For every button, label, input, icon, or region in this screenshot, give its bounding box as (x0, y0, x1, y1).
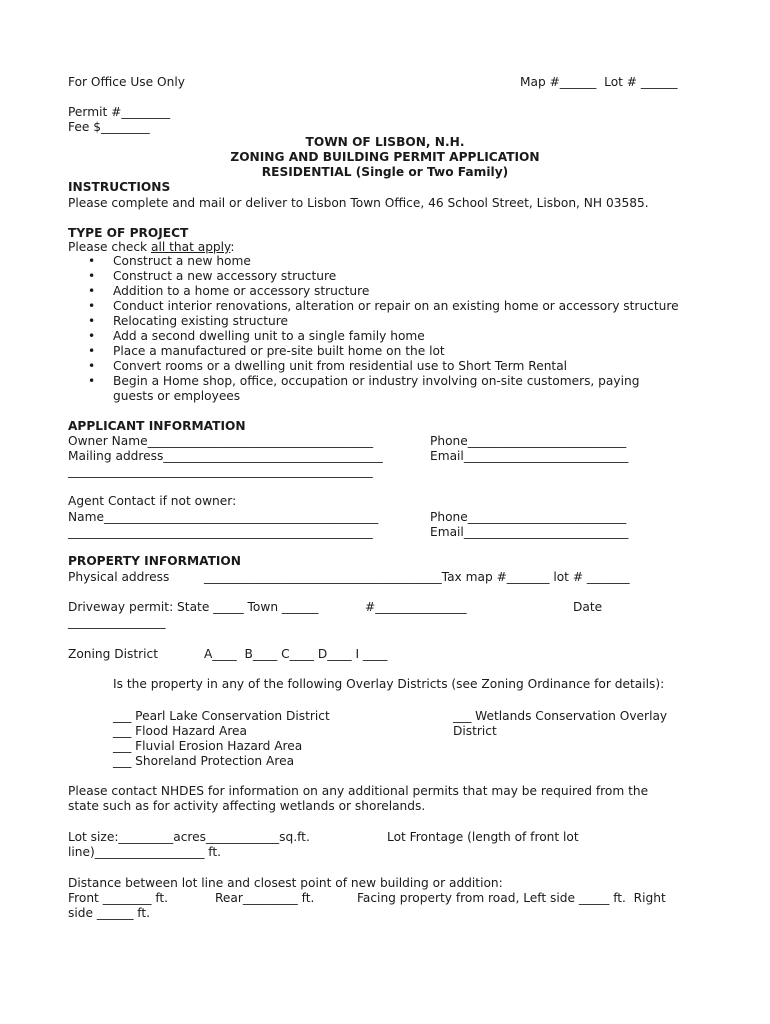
instructions-text: Please complete and mail or deliver to Lisbon Town Office, 46 School Street, Lisbon, NH 03585. (68, 196, 649, 210)
date-field[interactable]: ________________ (68, 615, 166, 629)
overlay-option[interactable]: ___ Shoreland Protection Area (113, 754, 295, 768)
nhdes-note-continued: state such as for activity affecting wetlands or shorelands. (68, 799, 426, 813)
zoning-district-label: Zoning District (68, 647, 159, 661)
project-option[interactable]: Begin a Home shop, office, occupation or industry involving on-site customers, paying (113, 374, 640, 388)
check-instruction (68, 240, 234, 255)
setback-distance-label: Distance between lot line and closest point of new building or addition: (68, 876, 503, 890)
check-instruction-underlined: all that apply (150, 240, 231, 254)
bullet-icon: • (88, 374, 96, 388)
town-title: TOWN OF LISBON, N.H. (305, 135, 465, 149)
project-option[interactable]: Add a second dwelling unit to a single family home (113, 329, 425, 343)
front-setback-field[interactable]: Front ________ ft. (68, 891, 169, 905)
agent-name-field[interactable]: Name_____________________________________________ (68, 510, 379, 524)
lot-frontage-field[interactable]: line)__________________ ft. (68, 845, 222, 859)
mailing-address-line2[interactable]: __________________________________________________ (68, 464, 373, 478)
bullet-icon: • (88, 314, 96, 328)
agent-contact-label: Agent Contact if not owner: (68, 494, 237, 508)
bullet-icon: • (88, 344, 96, 358)
fee-field[interactable]: Fee $________ (68, 120, 150, 134)
map-lot-field[interactable]: Map #______ Lot # ______ (520, 75, 678, 89)
mailing-address-field[interactable]: Mailing address____________________________________ (68, 449, 383, 463)
instructions-heading: INSTRUCTIONS (68, 180, 171, 194)
bullet-icon: • (88, 359, 96, 373)
owner-name-field[interactable]: Owner Name_____________________________________ (68, 434, 374, 448)
agent-name-line2[interactable]: __________________________________________________ (68, 525, 373, 539)
overlay-option-wetlands-continued: District (453, 724, 497, 738)
project-option[interactable]: Place a manufactured or pre-site built home on the lot (113, 344, 445, 358)
project-option[interactable]: Construct a new accessory structure (113, 269, 337, 283)
project-option-continued: guests or employees (113, 389, 241, 403)
right-side-setback-field[interactable]: side ______ ft. (68, 906, 151, 920)
lot-frontage-label: Lot Frontage (length of front lot (387, 830, 579, 844)
application-subtitle: RESIDENTIAL (Single or Two Family) (261, 165, 509, 179)
project-option[interactable]: Relocating existing structure (113, 314, 288, 328)
office-use-label: For Office Use Only (68, 75, 185, 89)
overlay-question: Is the property in any of the following Overlay Districts (see Zoning Ordinance for details): (113, 677, 665, 691)
physical-address-label: Physical address (68, 570, 170, 584)
agent-email-field[interactable]: Email___________________________ (430, 525, 629, 539)
bullet-icon: • (88, 299, 96, 313)
agent-phone-field[interactable]: Phone__________________________ (430, 510, 627, 524)
bullet-icon: • (88, 254, 96, 268)
bullet-icon: • (88, 269, 96, 283)
rear-setback-field[interactable]: Rear_________ ft. (215, 891, 315, 905)
check-instruction-pre: Please check (68, 240, 151, 254)
driveway-permit-field[interactable]: Driveway permit: State _____ Town ______ (68, 600, 319, 614)
left-side-setback-field[interactable]: Facing property from road, Left side _____ ft. Right (357, 891, 666, 905)
lot-size-field[interactable]: Lot size:_________acres____________sq.ft. (68, 830, 310, 844)
property-heading: PROPERTY INFORMATION (68, 554, 241, 568)
overlay-option[interactable]: ___ Fluvial Erosion Hazard Area (113, 739, 303, 753)
owner-email-field[interactable]: Email___________________________ (430, 449, 629, 463)
zoning-district-options[interactable]: A____ B____ C____ D____ I ____ (204, 647, 388, 661)
permit-number-field[interactable]: Permit #________ (68, 105, 171, 119)
applicant-heading: APPLICANT INFORMATION (68, 419, 246, 433)
overlay-option[interactable]: ___ Flood Hazard Area (113, 724, 248, 738)
project-option[interactable]: Addition to a home or accessory structure (113, 284, 370, 298)
application-title: ZONING AND BUILDING PERMIT APPLICATION (230, 150, 540, 164)
overlay-option-wetlands[interactable]: ___ Wetlands Conservation Overlay (453, 709, 668, 723)
owner-phone-field[interactable]: Phone__________________________ (430, 434, 627, 448)
bullet-icon: • (88, 284, 96, 298)
driveway-number-field[interactable]: #_______________ (365, 600, 467, 614)
project-option[interactable]: Construct a new home (113, 254, 251, 268)
project-option[interactable]: Convert rooms or a dwelling unit from residential use to Short Term Rental (113, 359, 568, 373)
check-instruction-post: : (230, 240, 235, 254)
nhdes-note: Please contact NHDES for information on any additional permits that may be required from the (68, 784, 649, 798)
project-type-heading: TYPE OF PROJECT (68, 226, 189, 240)
bullet-icon: • (88, 329, 96, 343)
overlay-option[interactable]: ___ Pearl Lake Conservation District (113, 709, 330, 723)
address-taxmap-lot-field[interactable]: _______________________________________Tax map #_______ lot # _______ (204, 570, 630, 584)
project-option[interactable]: Conduct interior renovations, alteration or repair on an existing home or accessory structure (113, 299, 679, 313)
date-label: Date (573, 600, 603, 614)
